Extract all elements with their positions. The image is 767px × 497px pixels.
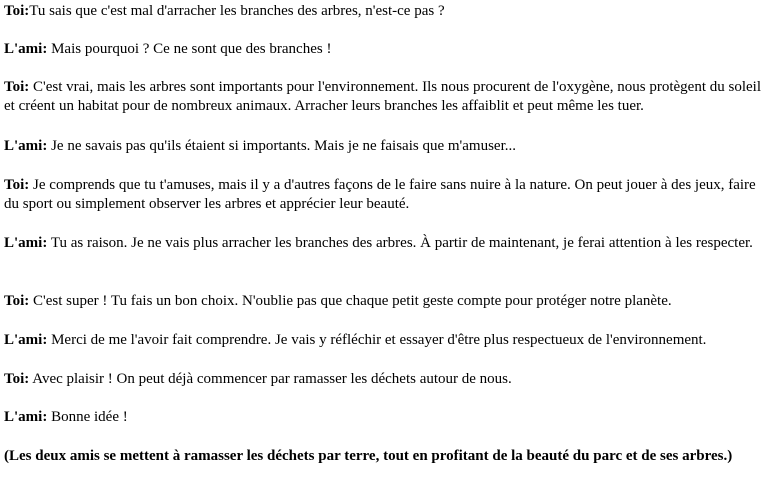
speaker-label: L'ami: xyxy=(4,138,48,154)
dialogue-text: C'est super ! Tu fais un bon choix. N'oublie pas que chaque petit geste compte pour protéger notre planète. xyxy=(29,293,672,309)
dialogue-line-8 xyxy=(4,331,762,350)
speaker-label: L'ami: xyxy=(4,41,48,57)
dialogue-text: Avec plaisir ! On peut déjà commencer par ramasser les déchets autour de nous. xyxy=(29,371,512,387)
dialogue-text: Bonne idée ! xyxy=(47,409,128,425)
dialogue-text: Je comprends que tu t'amuses, mais il y a d'autres façons de le faire sans nuire à la nature. On peut jouer à des jeux, faire du sport ou simplement observer les arbres et apprécier leur beauté. xyxy=(4,177,756,212)
speaker-label: Toi: xyxy=(4,293,30,309)
speaker-label: L'ami: xyxy=(4,332,48,348)
speaker-label: Toi: xyxy=(4,3,30,19)
dialogue-text: C'est vrai, mais les arbres sont importants pour l'environnement. Ils nous procurent de l'oxygène, nous protègent du soleil et créent un habitat pour de nombreux animaux. Arracher leurs branches les affaiblit et peut même les tuer. xyxy=(4,79,762,114)
dialogue-text: Mais pourquoi ? Ce ne sont que des branches ! xyxy=(47,41,332,57)
dialogue-text: Je ne savais pas qu'ils étaient si importants. Mais je ne faisais que m'amuser... xyxy=(47,138,516,154)
dialogue-line-1 xyxy=(4,2,762,21)
speaker-label: L'ami: xyxy=(4,235,48,251)
dialogue-line-10 xyxy=(4,408,762,427)
dialogue-line-9 xyxy=(4,370,762,389)
speaker-label: Toi: xyxy=(4,371,30,387)
speaker-label: L'ami: xyxy=(4,409,48,425)
dialogue-line-2 xyxy=(4,40,762,59)
narration-paragraph: (Les deux amis se mettent à ramasser les déchets par terre, tout en profitant de la beauté du parc et de ses arbres.) xyxy=(4,448,733,464)
speaker-label: Toi: xyxy=(4,79,30,95)
dialogue-text: Tu as raison. Je ne vais plus arracher les branches des arbres. À partir de maintenant, je ferai attention à les respecter. xyxy=(47,235,753,251)
dialogue-text: Tu sais que c'est mal d'arracher les branches des arbres, n'est-ce pas ? xyxy=(29,3,445,19)
dialogue-line-4 xyxy=(4,137,762,156)
dialogue-line-5 xyxy=(4,176,762,214)
dialogue-text: Merci de me l'avoir fait comprendre. Je vais y réfléchir et essayer d'être plus respectueux de l'environnement. xyxy=(47,332,707,348)
dialogue-line-3 xyxy=(4,78,762,116)
speaker-label: Toi: xyxy=(4,177,30,193)
dialogue-line-6 xyxy=(4,234,762,253)
dialogue-line-7 xyxy=(4,292,762,311)
